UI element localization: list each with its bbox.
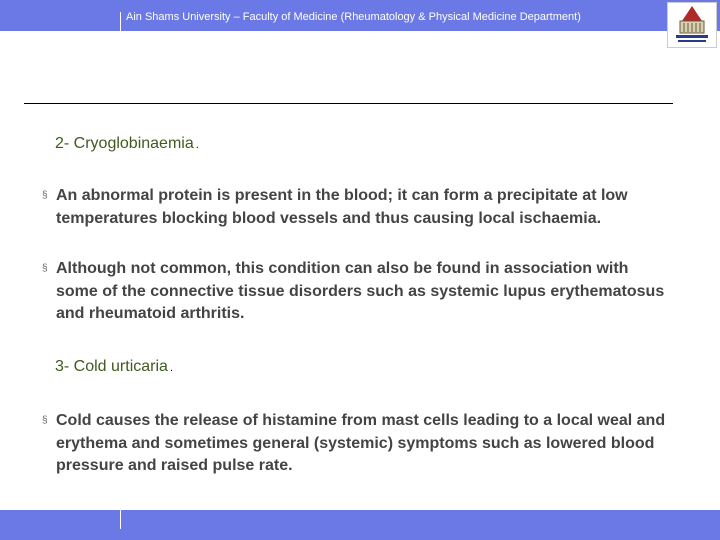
bullet-item: § Cold causes the release of histamine from mast cells leading to a local weal and erythema and sometimes general (systemic) symptoms such as lowered blood pressure and raised pulse rate. xyxy=(42,412,666,474)
bullet-icon: § xyxy=(42,263,48,274)
bullet-item: § An abnormal protein is present in the blood; it can form a precipitate at low temperatures blocking blood vessels and thus causing local ischaemia. xyxy=(42,187,628,227)
title-divider xyxy=(24,103,673,104)
section-heading-cold-urticaria: 3- Cold urticaria . xyxy=(55,358,173,375)
bullet-icon: § xyxy=(42,415,48,426)
university-crest-icon xyxy=(667,2,717,48)
footer-band xyxy=(0,510,720,540)
bullet-icon: § xyxy=(42,190,48,201)
section-heading-cryoglobinaemia: 2- Cryoglobinaemia . xyxy=(55,135,199,152)
bullet-item: § Although not common, this condition can also be found in association with some of the connective tissue disorders such as systemic lupus erythematosus and rheumatoid arthritis. xyxy=(42,260,665,322)
header-title: Ain Shams University – Faculty of Medicine (Rheumatology & Physical Medicine Department) xyxy=(126,11,581,23)
footer-divider xyxy=(120,510,121,529)
header-divider xyxy=(120,12,121,31)
